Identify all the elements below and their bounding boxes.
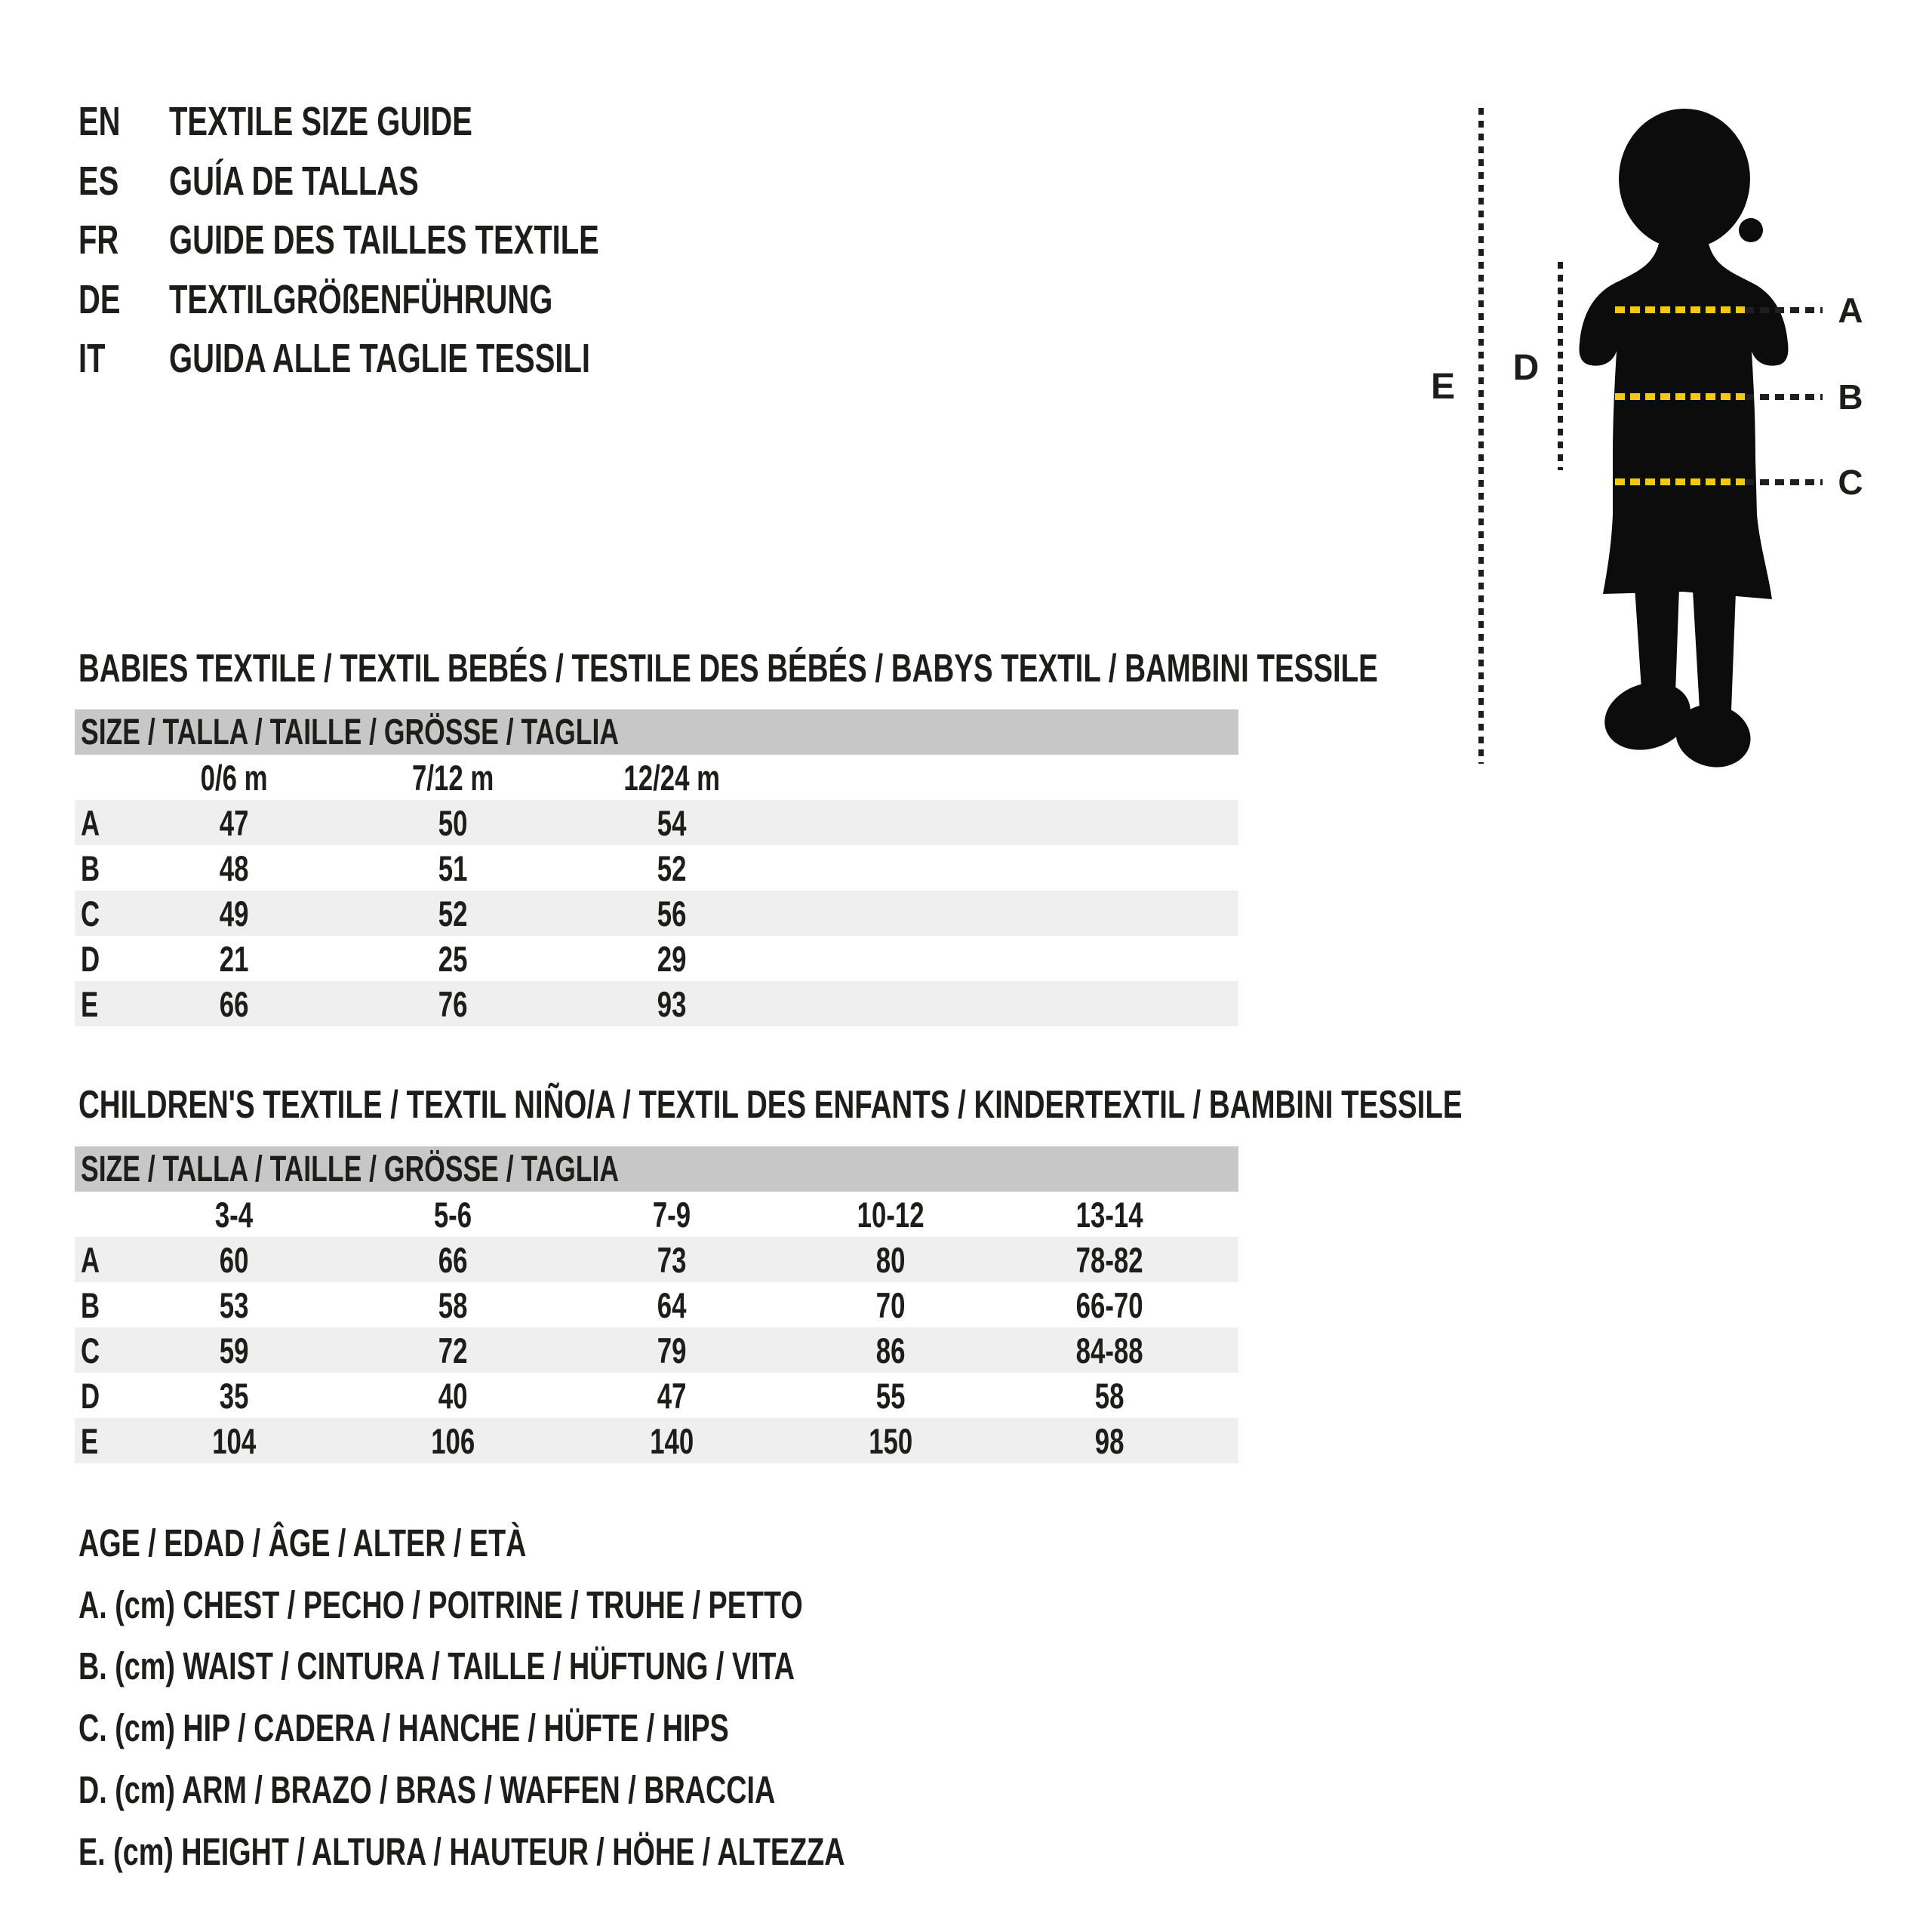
lang-row-en xyxy=(78,92,750,152)
legend-text: C. (cm) HIP / CADERA / HANCHE / HÜFTE / HIPS xyxy=(78,1706,729,1750)
table-cell xyxy=(125,938,343,980)
table-cell xyxy=(125,1375,343,1417)
babies-size-header-text: SIZE / TALLA / TAILLE / GRÖSSE / TAGLIA xyxy=(81,712,620,752)
table-row xyxy=(75,1327,1238,1373)
lang-code xyxy=(78,92,169,152)
lang-row-de xyxy=(78,270,750,330)
lang-label xyxy=(169,211,750,270)
table-cell xyxy=(562,983,781,1025)
lang-code xyxy=(78,152,169,211)
row-label-text: E xyxy=(81,983,99,1024)
table-row xyxy=(75,845,1238,891)
table-cell xyxy=(343,1284,562,1326)
lang-code-text: DE xyxy=(78,276,121,322)
cell-text: 104 xyxy=(211,1420,257,1461)
cell-text: 150 xyxy=(868,1420,913,1461)
table-cell xyxy=(125,802,343,844)
row-label-text: A xyxy=(81,802,100,843)
legend-text: AGE / EDAD / ÂGE / ALTER / ETÀ xyxy=(78,1521,527,1564)
babies-section-title xyxy=(78,646,1835,691)
cell-text: 47 xyxy=(219,802,249,843)
table-row xyxy=(75,1282,1238,1327)
figure-label-a: A xyxy=(1838,291,1863,330)
cell-text: 98 xyxy=(1094,1420,1124,1461)
table-cell xyxy=(562,938,781,980)
table-cell xyxy=(343,1420,562,1462)
babies-size-table xyxy=(75,709,1238,1026)
cell-text: 58 xyxy=(438,1284,468,1325)
children-size-header-text: SIZE / TALLA / TAILLE / GRÖSSE / TAGLIA xyxy=(81,1149,620,1189)
legend-line-waist xyxy=(78,1635,1114,1697)
cell-text: 56 xyxy=(657,893,687,934)
table-cell xyxy=(781,1375,1000,1417)
legend-line-height xyxy=(78,1821,1114,1883)
legend-text: D. (cm) ARM / BRAZO / BRAS / WAFFEN / BRACCIA xyxy=(78,1767,776,1811)
waist-measure-dash-yellow xyxy=(1615,393,1745,400)
cell-text: 84-88 xyxy=(1075,1330,1143,1371)
table-cell xyxy=(343,893,562,934)
legend-line-hip xyxy=(78,1697,1114,1759)
table-cell xyxy=(125,893,343,934)
column-header-text: 3-4 xyxy=(214,1194,254,1235)
table-cell xyxy=(1000,1239,1219,1281)
column-header xyxy=(1000,1194,1219,1235)
children-size-table xyxy=(75,1146,1238,1463)
row-label-text: B xyxy=(81,848,100,888)
babies-section-title-text: BABIES TEXTILE / TEXTIL BEBÉS / TESTILE DES BÉBÉS / BABYS TEXTIL / BAMBINI TESSILE xyxy=(78,647,1378,691)
table-cell xyxy=(343,848,562,889)
lang-label xyxy=(169,152,506,211)
table-cell xyxy=(562,1284,781,1326)
cell-text: 54 xyxy=(657,802,687,843)
row-label-text: D xyxy=(81,1375,100,1416)
cell-text: 55 xyxy=(875,1375,906,1416)
table-cell xyxy=(125,1239,343,1281)
table-cell xyxy=(343,1375,562,1417)
table-cell xyxy=(343,1330,562,1371)
column-header xyxy=(125,1194,343,1235)
cell-text: 106 xyxy=(430,1420,475,1461)
cell-text: 93 xyxy=(657,983,687,1024)
legend-line-age xyxy=(78,1512,1114,1574)
lang-label xyxy=(169,92,579,152)
arm-measure-dotted-line-d xyxy=(1558,262,1563,470)
cell-text: 140 xyxy=(649,1420,694,1461)
lang-code-text: EN xyxy=(78,99,121,144)
cell-text: 35 xyxy=(219,1375,249,1416)
row-label xyxy=(75,983,125,1025)
column-header xyxy=(125,757,343,798)
row-label xyxy=(75,1239,125,1281)
lang-label-text: GUIDA ALLE TAGLIE TESSILI xyxy=(169,336,590,381)
chest-measure-dash-dark xyxy=(1745,307,1823,313)
cell-text: 72 xyxy=(438,1330,468,1371)
column-header-text: 13-14 xyxy=(1075,1194,1143,1235)
column-header-text: 7-9 xyxy=(652,1194,691,1235)
table-cell xyxy=(781,1330,1000,1371)
lang-code-text: FR xyxy=(78,217,119,263)
column-header-text: 12/24 m xyxy=(623,757,720,798)
table-cell xyxy=(1000,1375,1219,1417)
lang-label-text: GUIDE DES TAILLES TEXTILE xyxy=(169,217,599,263)
measurement-legend xyxy=(78,1512,1114,1882)
cell-text: 66 xyxy=(438,1239,468,1280)
cell-text: 59 xyxy=(219,1330,249,1371)
table-row xyxy=(75,1418,1238,1463)
row-label xyxy=(75,893,125,934)
column-header-text: 7/12 m xyxy=(411,757,494,798)
lang-code xyxy=(78,270,169,330)
row-label-text: D xyxy=(81,938,100,979)
table-cell xyxy=(343,938,562,980)
cell-text: 53 xyxy=(219,1284,249,1325)
waist-measure-dash-dark xyxy=(1745,394,1823,400)
cell-text: 70 xyxy=(875,1284,906,1325)
lang-code-text: ES xyxy=(78,158,119,204)
lang-label-text: TEXTILE SIZE GUIDE xyxy=(169,99,472,144)
row-label-text: B xyxy=(81,1284,100,1325)
children-section-title xyxy=(78,1082,1932,1128)
cell-text: 52 xyxy=(657,848,687,888)
row-label-text: C xyxy=(81,1330,100,1371)
lang-row-es xyxy=(78,152,750,211)
column-header xyxy=(562,757,781,798)
column-header xyxy=(343,757,562,798)
row-label xyxy=(75,1284,125,1326)
lang-label-text: GUÍA DE TALLAS xyxy=(169,158,419,204)
table-cell xyxy=(1000,1420,1219,1462)
lang-label-text: TEXTILGRÖßENFÜHRUNG xyxy=(169,276,553,322)
row-label xyxy=(75,938,125,980)
table-row xyxy=(75,891,1238,936)
lang-label xyxy=(169,329,738,389)
babies-column-header-row xyxy=(75,755,1238,800)
legend-text: A. (cm) CHEST / PECHO / POITRINE / TRUHE / PETTO xyxy=(78,1583,803,1626)
cell-text: 48 xyxy=(219,848,249,888)
children-size-header-bar xyxy=(75,1146,1238,1192)
hip-measure-dash-dark xyxy=(1745,479,1823,485)
table-cell xyxy=(562,1330,781,1371)
cell-text: 79 xyxy=(657,1330,687,1371)
cell-text: 58 xyxy=(1094,1375,1124,1416)
column-header-text: 5-6 xyxy=(433,1194,472,1235)
table-row xyxy=(75,1373,1238,1418)
row-label-text: C xyxy=(81,893,100,934)
table-cell xyxy=(781,1239,1000,1281)
cell-text: 47 xyxy=(657,1375,687,1416)
row-label xyxy=(75,802,125,844)
cell-text: 40 xyxy=(438,1375,468,1416)
table-cell xyxy=(343,1239,562,1281)
table-cell xyxy=(343,983,562,1025)
cell-text: 86 xyxy=(875,1330,906,1371)
column-header xyxy=(781,1194,1000,1235)
babies-size-header-bar xyxy=(75,709,1238,755)
cell-text: 25 xyxy=(438,938,468,979)
table-cell xyxy=(125,1284,343,1326)
table-cell xyxy=(781,1420,1000,1462)
hip-measure-dash-yellow xyxy=(1615,478,1745,485)
table-cell xyxy=(562,848,781,889)
table-row xyxy=(75,1237,1238,1282)
table-cell xyxy=(562,1375,781,1417)
cell-text: 50 xyxy=(438,802,468,843)
table-cell xyxy=(562,802,781,844)
column-header-text: 0/6 m xyxy=(200,757,268,798)
table-cell xyxy=(125,848,343,889)
children-column-header-row xyxy=(75,1192,1238,1237)
lang-row-it xyxy=(78,329,750,389)
cell-text: 60 xyxy=(219,1239,249,1280)
figure-label-c: C xyxy=(1838,463,1863,502)
lang-code xyxy=(78,329,169,389)
table-row xyxy=(75,981,1238,1026)
legend-line-chest xyxy=(78,1574,1114,1636)
cell-text: 78-82 xyxy=(1075,1239,1143,1280)
row-label xyxy=(75,848,125,889)
table-cell xyxy=(1000,1330,1219,1371)
lang-code-text: IT xyxy=(78,336,106,381)
cell-text: 66 xyxy=(219,983,249,1024)
table-cell xyxy=(781,1284,1000,1326)
table-cell xyxy=(1000,1284,1219,1326)
cell-text: 21 xyxy=(219,938,249,979)
language-title-list xyxy=(78,92,750,389)
row-label-text: A xyxy=(81,1239,100,1280)
chest-measure-dash-yellow xyxy=(1615,306,1745,313)
row-label xyxy=(75,1330,125,1371)
children-section-title-text: CHILDREN'S TEXTILE / TEXTIL NIÑO/A / TEXTIL DES ENFANTS / KINDERTEXTIL / BAMBINI TESSILE xyxy=(78,1083,1463,1127)
table-cell xyxy=(125,1330,343,1371)
row-label-text: E xyxy=(81,1420,99,1461)
figure-label-b: B xyxy=(1838,377,1863,417)
table-cell xyxy=(562,893,781,934)
cell-text: 29 xyxy=(657,938,687,979)
legend-text: E. (cm) HEIGHT / ALTURA / HAUTEUR / HÖHE / ALTEZZA xyxy=(78,1829,845,1873)
legend-line-arm xyxy=(78,1759,1114,1821)
cell-text: 66-70 xyxy=(1075,1284,1143,1325)
lang-row-fr xyxy=(78,211,750,270)
table-cell xyxy=(562,1420,781,1462)
cell-text: 51 xyxy=(438,848,468,888)
column-header xyxy=(562,1194,781,1235)
lang-label xyxy=(169,270,688,330)
cell-text: 64 xyxy=(657,1284,687,1325)
column-header xyxy=(343,1194,562,1235)
table-row xyxy=(75,936,1238,981)
table-cell xyxy=(125,1420,343,1462)
column-header-text: 10-12 xyxy=(857,1194,924,1235)
table-cell xyxy=(125,983,343,1025)
cell-text: 76 xyxy=(438,983,468,1024)
cell-text: 49 xyxy=(219,893,249,934)
table-cell xyxy=(343,802,562,844)
row-label xyxy=(75,1420,125,1462)
cell-text: 52 xyxy=(438,893,468,934)
cell-text: 80 xyxy=(875,1239,906,1280)
row-label xyxy=(75,1375,125,1417)
table-row xyxy=(75,800,1238,845)
figure-label-e: E xyxy=(1430,367,1455,407)
figure-label-d: D xyxy=(1512,348,1540,388)
table-cell xyxy=(562,1239,781,1281)
legend-text: B. (cm) WAIST / CINTURA / TAILLE / HÜFTUNG / VITA xyxy=(78,1644,795,1688)
lang-code xyxy=(78,211,169,270)
cell-text: 73 xyxy=(657,1239,687,1280)
